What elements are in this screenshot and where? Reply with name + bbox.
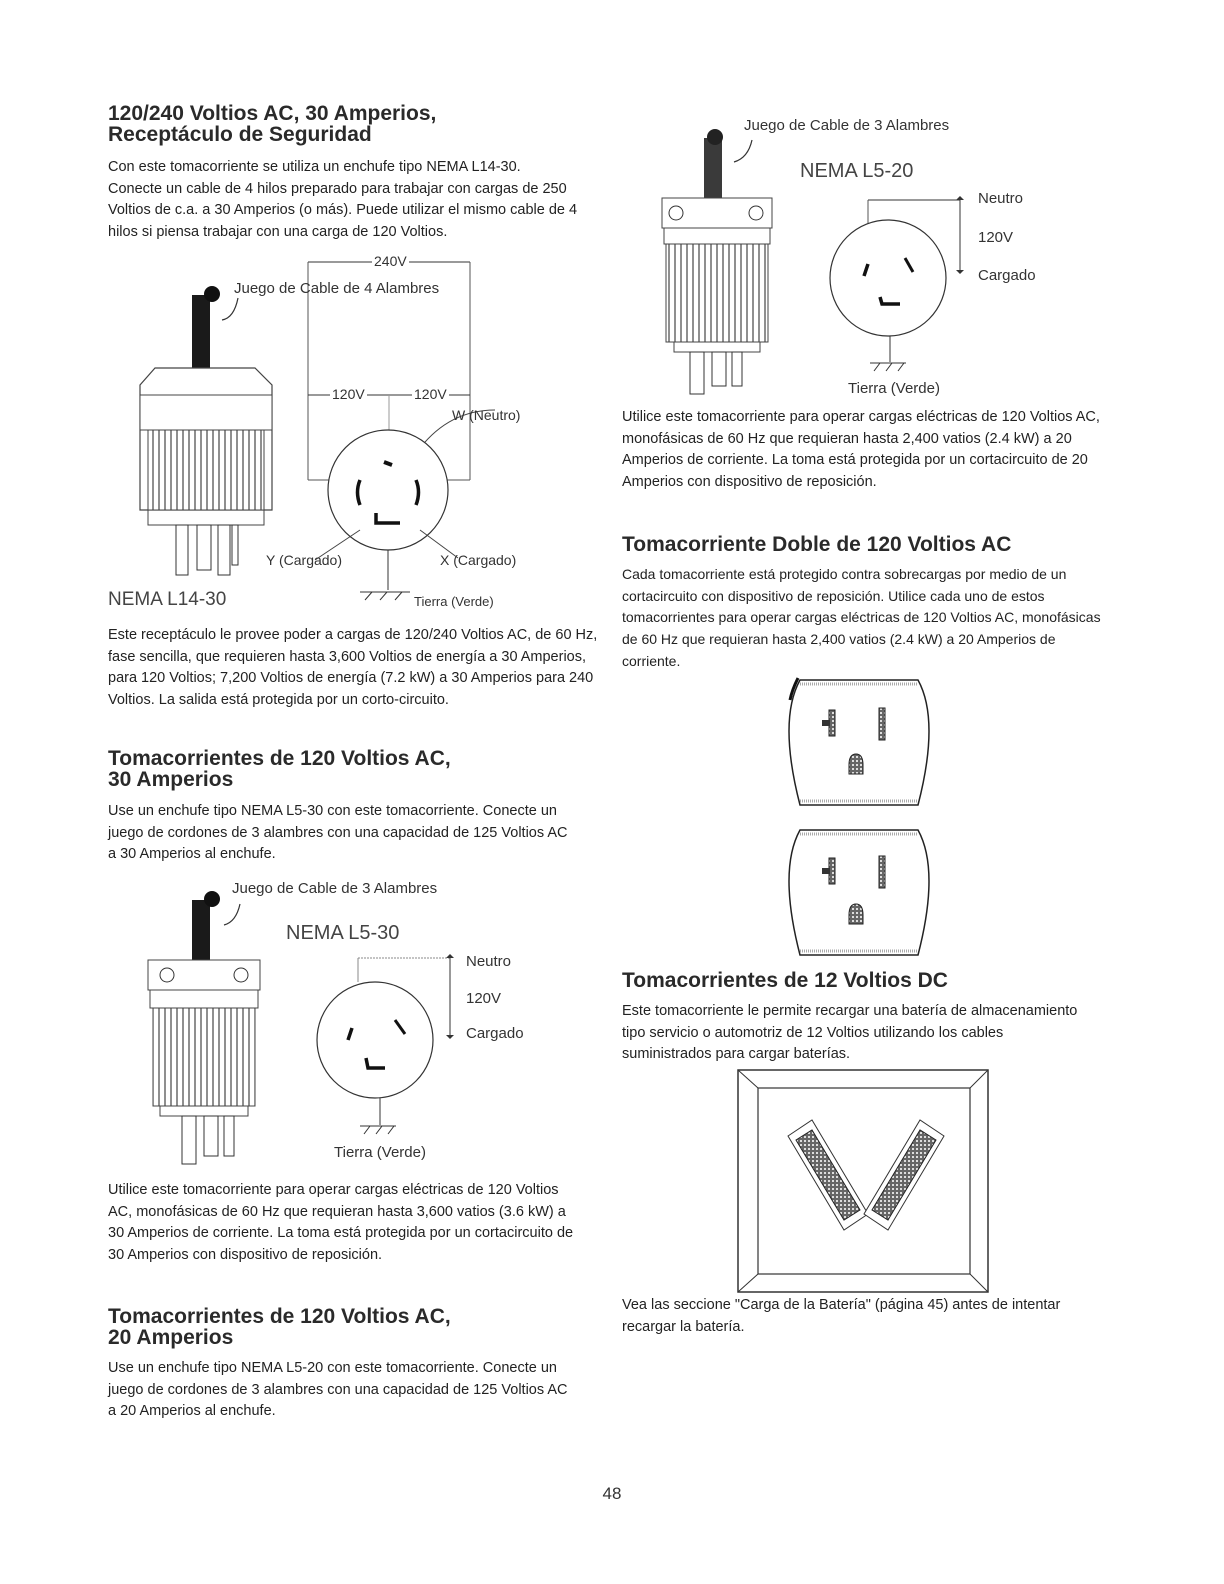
paragraph-doble-120v: Cada tomacorriente está protegido contra sobrecargas por medio de un cortacircuito con dispositivo de reposición. Utilice cada uno de estos tomacorrientes para operar cargas eléctricas de 120 Voltios AC, monofásicas de 60 Hz que requieran hasta 2,400 vatios (2.4 kW) a 20 Amperios de corriente. bbox=[622, 566, 1101, 669]
label-nema-l5-20: NEMA L5-20 bbox=[800, 160, 914, 182]
paragraph-12v-dc: Este tomacorriente le permite recargar una batería de almacenamiento tipo servicio o automotriz de 12 Voltios utilizando los cables suministrados para cargar baterías. bbox=[622, 1003, 1078, 1063]
heading-l14-30: 120/240 Voltios AC, 30 Amperios, Receptáculo de Seguridad bbox=[108, 102, 437, 146]
label-120v-l5-30: 120V bbox=[466, 990, 502, 1007]
heading-12v-dc: Tomacorrientes de 12 Voltios DC bbox=[622, 969, 948, 992]
label-nema-l14-30: NEMA L14-30 bbox=[108, 589, 227, 610]
label-120v-l5-20: 120V bbox=[978, 229, 1014, 246]
label-x-cargado: X (Cargado) bbox=[440, 552, 517, 568]
label-cable-3-l5-30: Juego de Cable de 3 Alambres bbox=[232, 880, 438, 897]
label-cable-4: Juego de Cable de 4 Alambres bbox=[234, 280, 440, 297]
label-120v-b: 120V bbox=[414, 386, 447, 402]
label-cargado-l5-20: Cargado bbox=[978, 267, 1036, 284]
label-cargado-l5-30: Cargado bbox=[466, 1025, 524, 1042]
label-tierra-l5-20: Tierra (Verde) bbox=[848, 380, 940, 397]
heading-l5-30: Tomacorrientes de 120 Voltios AC, 30 Amperios bbox=[108, 747, 451, 791]
label-nema-l5-30: NEMA L5-30 bbox=[286, 922, 400, 944]
paragraph-l5-20-intro: Use un enchufe tipo NEMA L5-20 con este tomacorriente. Conecte un juego de cordones de 3 alambres con una capacidad de 125 Voltios AC a 20 Amperios al enchufe. bbox=[108, 1360, 568, 1420]
label-240v: 240V bbox=[374, 253, 407, 269]
paragraph-l5-20-details: Utilice este tomacorriente para operar cargas eléctricas de 120 Voltios AC, monofásicas de 60 Hz que requieran hasta 2,400 vatios (2.4 kW) a 20 Amperios de corriente. La toma está protegida por un cortacircuito de 20 Amperios con dispositivo de reposición. bbox=[622, 409, 1100, 491]
label-w-neutro: W (Neutro) bbox=[452, 407, 521, 423]
heading-l5-20: Tomacorrientes de 120 Voltios AC, 20 Amperios bbox=[108, 1305, 451, 1349]
paragraph-l14-30-details: Este receptáculo le provee poder a cargas de 120/240 Voltios AC, de 60 Hz, fase sencilla, que requieren hasta 3,600 Voltios de energía a 30 Amperios, para 120 Voltios; 7,200 Voltios de energía (7.2 kW) a 30 Amperios para 240 Voltios. La salida está protegida por un corto-circuito. bbox=[108, 627, 598, 709]
label-neutro-l5-30: Neutro bbox=[466, 953, 512, 970]
label-tierra-l5-30: Tierra (Verde) bbox=[334, 1144, 426, 1161]
heading-doble-120v: Tomacorriente Doble de 120 Voltios AC bbox=[622, 533, 1012, 556]
label-neutro-l5-20: Neutro bbox=[978, 190, 1024, 207]
page-number: 48 bbox=[602, 1484, 622, 1503]
label-y-cargado: Y (Cargado) bbox=[266, 552, 343, 568]
paragraph-battery-note: Vea las seccione "Carga de la Batería" (página 45) antes de intentar recargar la batería. bbox=[622, 1297, 1061, 1335]
label-tierra-l14: Tierra (Verde) bbox=[414, 594, 494, 609]
paragraph-l5-30-intro: Use un enchufe tipo NEMA L5-30 con este tomacorriente. Conecte un juego de cordones de 3 alambres con una capacidad de 125 Voltios AC a 30 Amperios al enchufe. bbox=[108, 803, 568, 863]
paragraph-l5-30-details: Utilice este tomacorriente para operar cargas eléctricas de 120 Voltios AC, monofásicas de 60 Hz que requieran hasta 3,600 vatios (3.6 kW) a 30 Amperios de corriente. La toma está protegida por un cortacircuito de 30 Amperios con dispositivo de reposición. bbox=[108, 1182, 574, 1264]
label-cable-3-l5-20: Juego de Cable de 3 Alambres bbox=[744, 117, 950, 134]
paragraph-l14-30-intro: Con este tomacorriente se utiliza un enchufe tipo NEMA L14-30. Conecte un cable de 4 hilos preparado para trabajar con cargas de 250 Voltios de c.a. a 30 Amperios (o más). Puede utilizar el mismo cable de 4 hilos si piensa trabajar con una carga de 120 Voltios. bbox=[108, 159, 578, 241]
label-120v-a: 120V bbox=[332, 386, 365, 402]
